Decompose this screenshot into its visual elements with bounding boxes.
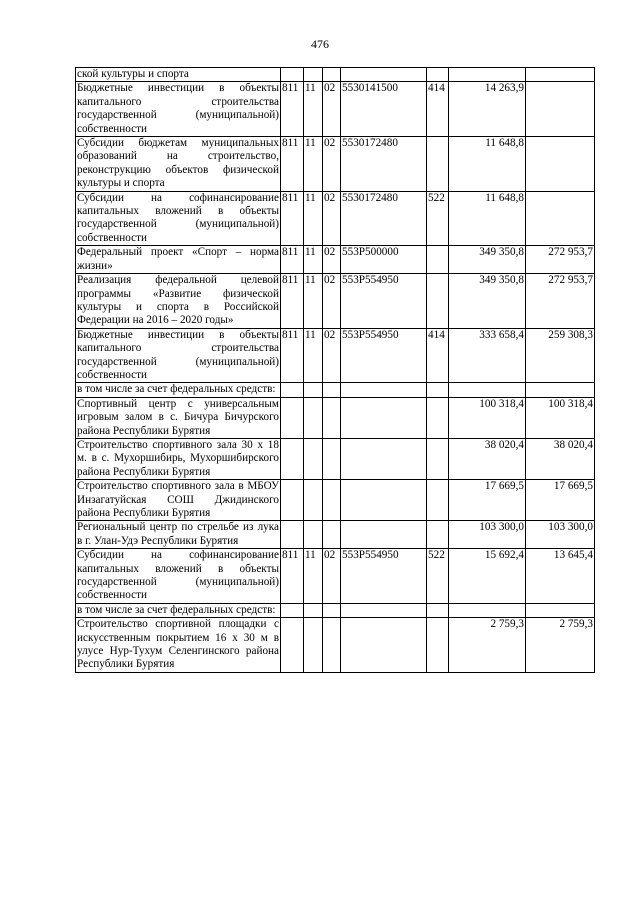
item-name-cell: Реализация федеральной целевой программы «Развитие физической культуры и спорта в Российской Федерации на 2016 – 2020 годы»	[77, 274, 279, 327]
item-name-cell: Строительство спортивного зала 30 х 18 м. в с. Мухоршибирь, Мухоршибирского района Республики Бурятия	[77, 438, 279, 478]
expense-type-cell	[427, 137, 449, 192]
amount-total-cell: 333 658,4	[449, 328, 526, 383]
section-code-cell: 11	[304, 191, 323, 246]
table-row	[76, 397, 595, 438]
amount-total-cell: 15 692,4	[449, 549, 526, 604]
amount-total-cell: 38 020,4	[449, 438, 526, 479]
expense-type-cell	[427, 618, 449, 673]
grbs-code-cell: 811	[281, 246, 304, 274]
table-row	[76, 383, 595, 397]
grbs-code-cell	[281, 480, 304, 521]
item-name-cell: Субсидии бюджетам муниципальных образований на строительство, реконструкцию объектов физической культуры и спорта	[77, 137, 279, 190]
expense-type-cell	[427, 397, 449, 438]
amount-total-cell: 103 300,0	[449, 521, 526, 549]
amount-total-cell: 17 669,5	[449, 480, 526, 521]
amount-federal-cell: 2 759,3	[526, 618, 595, 673]
section-code-cell: 11	[304, 328, 323, 383]
item-name-cell: ской культуры и спорта	[76, 68, 281, 82]
expense-type-cell	[427, 246, 449, 274]
subsection-code-cell	[323, 397, 341, 438]
subsection-code-cell	[323, 603, 341, 617]
section-code-cell	[304, 480, 323, 521]
budget-table	[75, 67, 595, 673]
item-name-cell: Бюджетные инвестиции в объекты капитального строительства государственной (муниципальной) собственности	[77, 82, 279, 135]
amount-federal-cell	[526, 383, 595, 397]
amount-federal-cell: 100 318,4	[526, 397, 595, 438]
target-article-cell: 5530172480	[341, 137, 427, 192]
section-code-cell	[304, 397, 323, 438]
target-article-cell: 5530172480	[341, 191, 427, 246]
subsection-code-cell: 02	[323, 549, 341, 604]
expense-type-cell	[427, 383, 449, 397]
amount-total-cell: 100 318,4	[449, 397, 526, 438]
section-code-cell	[304, 603, 323, 617]
section-code-cell: 11	[304, 82, 323, 137]
item-name-cell: Спортивный центр с универсальным игровым залом в с. Бичура Бичурского района Республики Бурятия	[77, 397, 279, 437]
expense-type-cell	[427, 521, 449, 549]
target-article-cell	[341, 68, 427, 82]
expense-type-cell: 414	[427, 328, 449, 383]
amount-total-cell: 14 263,9	[449, 82, 526, 137]
item-name-cell: Строительство спортивной площадки с искусственным покрытием 16 х 30 м в улусе Нур-Тухум Селенгинского района Республики Бурятия	[77, 618, 279, 671]
amount-total-cell: 349 350,8	[449, 274, 526, 329]
target-article-cell: 553P500000	[341, 246, 427, 274]
subsection-code-cell: 02	[323, 82, 341, 137]
table-row	[76, 438, 595, 479]
grbs-code-cell: 811	[281, 549, 304, 604]
amount-federal-cell: 103 300,0	[526, 521, 595, 549]
section-code-cell: 11	[304, 137, 323, 192]
amount-federal-cell	[526, 603, 595, 617]
target-article-cell: 553P554950	[341, 328, 427, 383]
item-name-cell: Региональный центр по стрельбе из лука в г. Улан-Удэ Республики Бурятия	[77, 521, 279, 547]
section-code-cell	[304, 383, 323, 397]
table-row	[76, 618, 595, 673]
grbs-code-cell: 811	[281, 274, 304, 329]
grbs-code-cell	[281, 603, 304, 617]
item-name-cell: Строительство спортивного зала в МБОУ Инзагатуйская СОШ Джидинского района Республики Бурятия	[77, 480, 279, 519]
grbs-code-cell: 811	[281, 82, 304, 137]
amount-total-cell	[449, 68, 526, 82]
subsection-code-cell	[323, 480, 341, 521]
target-article-cell: 553P554950	[341, 549, 427, 604]
target-article-cell	[341, 438, 427, 479]
subsection-code-cell	[323, 521, 341, 549]
target-article-cell	[341, 603, 427, 617]
amount-federal-cell	[526, 137, 595, 192]
subsection-code-cell	[323, 618, 341, 673]
subsection-code-cell: 02	[323, 137, 341, 192]
grbs-code-cell	[281, 68, 304, 82]
section-code-cell: 11	[304, 246, 323, 274]
item-name-cell: в том числе за счет федеральных средств:	[76, 603, 281, 617]
amount-total-cell: 349 350,8	[449, 246, 526, 274]
amount-total-cell: 11 648,8	[449, 191, 526, 246]
item-name-cell: Субсидии на софинансирование капитальных вложений в объекты государственной (муниципальной) собственности	[77, 549, 279, 602]
subsection-code-cell: 02	[323, 246, 341, 274]
subsection-code-cell	[323, 383, 341, 397]
table-row	[76, 68, 595, 82]
item-name-cell: в том числе за счет федеральных средств:	[76, 383, 281, 397]
target-article-cell	[341, 480, 427, 521]
expense-type-cell: 522	[427, 191, 449, 246]
table-row	[76, 328, 595, 383]
item-name-cell: Субсидии на софинансирование капитальных вложений в объекты государственной (муниципальной) собственности	[77, 191, 279, 244]
amount-federal-cell: 272 953,7	[526, 274, 595, 329]
section-code-cell	[304, 438, 323, 479]
section-code-cell	[304, 521, 323, 549]
table-row	[76, 246, 595, 274]
target-article-cell: 5530141500	[341, 82, 427, 137]
section-code-cell: 11	[304, 549, 323, 604]
grbs-code-cell: 811	[281, 328, 304, 383]
amount-federal-cell: 272 953,7	[526, 246, 595, 274]
amount-federal-cell: 17 669,5	[526, 480, 595, 521]
section-code-cell	[304, 68, 323, 82]
item-name-cell: Федеральный проект «Спорт – норма жизни»	[77, 246, 279, 272]
section-code-cell	[304, 618, 323, 673]
target-article-cell	[341, 618, 427, 673]
expense-type-cell	[427, 438, 449, 479]
amount-federal-cell: 259 308,3	[526, 328, 595, 383]
grbs-code-cell	[281, 521, 304, 549]
grbs-code-cell	[281, 618, 304, 673]
subsection-code-cell	[323, 438, 341, 479]
expense-type-cell: 522	[427, 549, 449, 604]
target-article-cell: 553P554950	[341, 274, 427, 329]
target-article-cell	[341, 383, 427, 397]
table-row	[76, 274, 595, 329]
amount-total-cell: 11 648,8	[449, 137, 526, 192]
amount-federal-cell: 38 020,4	[526, 438, 595, 479]
table-body	[76, 68, 595, 673]
subsection-code-cell: 02	[323, 191, 341, 246]
expense-type-cell: 414	[427, 82, 449, 137]
grbs-code-cell: 811	[281, 191, 304, 246]
target-article-cell	[341, 521, 427, 549]
grbs-code-cell: 811	[281, 137, 304, 192]
amount-federal-cell	[526, 191, 595, 246]
expense-type-cell	[427, 274, 449, 329]
expense-type-cell	[427, 68, 449, 82]
page-number: 476	[311, 37, 329, 51]
table-row	[76, 82, 595, 137]
amount-total-cell	[449, 383, 526, 397]
grbs-code-cell	[281, 397, 304, 438]
table-row	[76, 191, 595, 246]
table-row	[76, 137, 595, 192]
amount-federal-cell	[526, 68, 595, 82]
section-code-cell: 11	[304, 274, 323, 329]
expense-type-cell	[427, 603, 449, 617]
table-row	[76, 549, 595, 604]
amount-total-cell	[449, 603, 526, 617]
expense-type-cell	[427, 480, 449, 521]
item-name-cell: Бюджетные инвестиции в объекты капитального строительства государственной (муниципальной) собственности	[77, 328, 279, 381]
amount-federal-cell	[526, 82, 595, 137]
target-article-cell	[341, 397, 427, 438]
subsection-code-cell: 02	[323, 328, 341, 383]
table-row	[76, 521, 595, 549]
grbs-code-cell	[281, 438, 304, 479]
amount-total-cell: 2 759,3	[449, 618, 526, 673]
subsection-code-cell	[323, 68, 341, 82]
table-row	[76, 603, 595, 617]
amount-federal-cell: 13 645,4	[526, 549, 595, 604]
subsection-code-cell: 02	[323, 274, 341, 329]
grbs-code-cell	[281, 383, 304, 397]
table-row	[76, 480, 595, 521]
